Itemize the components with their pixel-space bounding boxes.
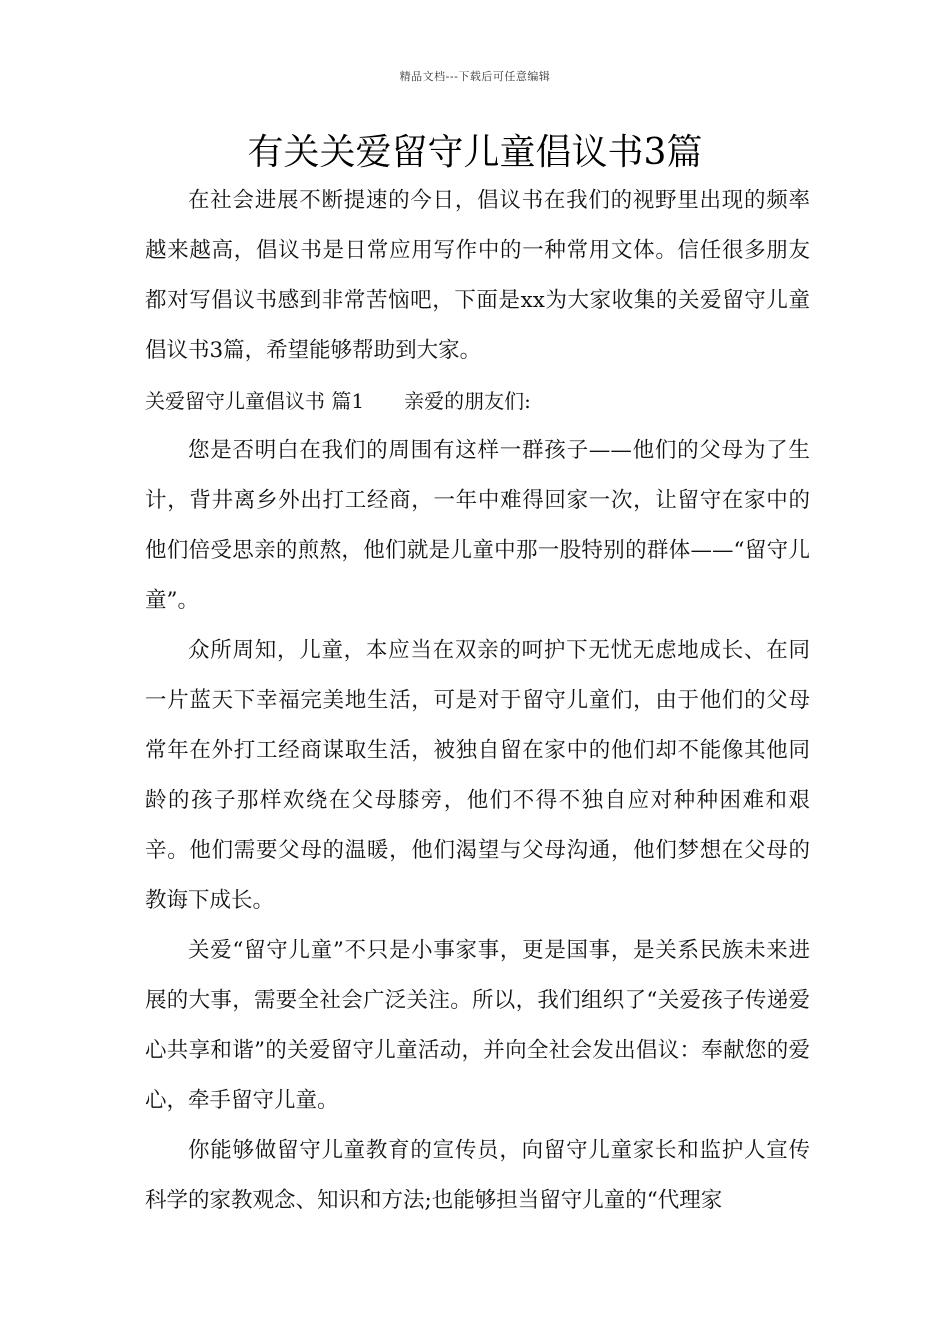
body-paragraph: 您是否明白在我们的周围有这样一群孩子——他们的父母为了生计，背井离乡外出打工经商，一年中难得回家一次，让留守在家中的他们倍受思亲的煎熬，他们就是儿童中那一股特别的群体——“留守儿童”。 xyxy=(145,438,810,613)
body-paragraph: 你能够做留守儿童教育的宣传员，向留守儿童家长和监护人宣传科学的家教观念、知识和方法;也能够担当留守儿童的“代理家 xyxy=(145,1138,810,1213)
document-body xyxy=(145,176,810,1226)
section-heading-line xyxy=(145,376,810,426)
salutation: 亲爱的朋友们: xyxy=(404,389,531,413)
document-title: 有关关爱留守儿童倡议书3篇 xyxy=(247,132,703,173)
body-paragraph: 关爱“留守儿童”不只是小事家事，更是国事，是关系民族未来进展的大事，需要全社会广泛关注。所以，我们组织了“关爱孩子传递爱心共享和谐”的关爱留守儿童活动，并向全社会发出倡议：奉献您的爱心，牵手留守儿童。 xyxy=(145,938,810,1113)
header-note: 精品文档---下载后可任意编辑 xyxy=(399,70,551,83)
body-paragraph: 众所周知，儿童，本应当在双亲的呵护下无忧无虑地成长、在同一片蓝天下幸福完美地生活，可是对于留守儿童们，由于他们的父母常年在外打工经商谋取生活，被独自留在家中的他们却不能像其他同龄的孩子那样欢绕在父母膝旁，他们不得不独自应对种种困难和艰辛。他们需要父母的温暖，他们渴望与父母沟通，他们梦想在父母的教诲下成长。 xyxy=(145,638,810,913)
section-heading: 关爱留守儿童倡议书 篇1 xyxy=(145,389,365,413)
intro-paragraph: 在社会进展不断提速的今日，倡议书在我们的视野里出现的频率越来越高，倡议书是日常应用写作中的一种常用文体。信任很多朋友都对写倡议书感到非常苦恼吧，下面是xx为大家收集的关爱留守儿童倡议书3篇，希望能够帮助到大家。 xyxy=(145,188,810,363)
